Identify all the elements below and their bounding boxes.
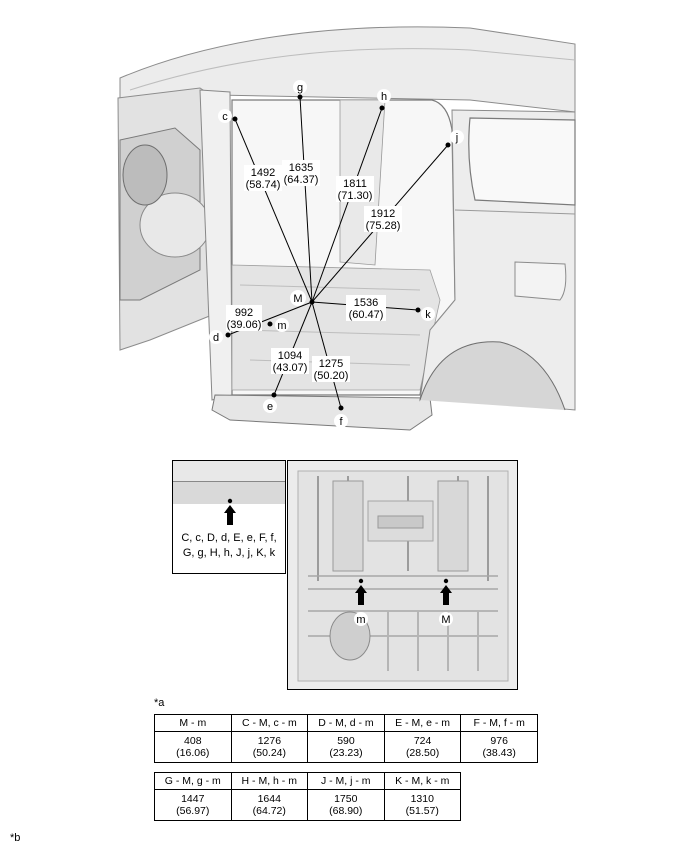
detail-caption-line1: C, c, D, d, E, e, F, f, (181, 532, 277, 544)
table-value-cell: 1276 (50.24) (231, 732, 308, 763)
table-value-cell: 1447 (56.97) (155, 790, 232, 821)
dim-h-mm: 1811 (343, 178, 367, 190)
table-value-cell: 1310 (51.57) (384, 790, 461, 821)
side-sill (212, 395, 432, 430)
dim-k-in: (60.47) (348, 309, 384, 321)
dim-e-in: (43.07) (272, 362, 308, 374)
floor-point-M (444, 579, 448, 583)
fuel-lid (515, 262, 566, 300)
table-header-row (155, 773, 461, 790)
dim-g-in: (64.37) (283, 174, 319, 186)
point-e (272, 393, 277, 398)
point-c (233, 117, 238, 122)
point-d (226, 333, 231, 338)
dimension-table-1 (154, 714, 538, 763)
point-M (310, 300, 315, 305)
detail-inset (172, 460, 286, 574)
label-c: c (222, 111, 228, 123)
label-d: d (212, 332, 220, 344)
table-value-cell: 1644 (64.72) (231, 790, 308, 821)
floor-label-m: m (356, 614, 366, 626)
table-header-cell: J - M, j - m (308, 773, 385, 790)
dim-e-mm: 1094 (277, 350, 303, 362)
table-header-cell: E - M, e - m (384, 715, 461, 732)
point-j (446, 143, 451, 148)
table-header-row (155, 715, 538, 732)
table-value-cell: 1750 (68.90) (308, 790, 385, 821)
table-value-row (155, 732, 538, 763)
floor-label-M: M (441, 614, 451, 626)
table-value-cell: 976 (38.43) (461, 732, 538, 763)
table-header-cell: G - M, g - m (155, 773, 232, 790)
label-f: f (339, 416, 343, 428)
detail-caption-line2: G, g, H, h, J, j, K, k (182, 547, 276, 559)
table-value-cell: 408 (16.06) (155, 732, 232, 763)
callout-a: *a (154, 697, 165, 709)
label-M: M (293, 293, 303, 305)
dim-g-mm: 1635 (288, 162, 314, 174)
detail-caption (173, 531, 285, 561)
floor-point-m (359, 579, 363, 583)
dim-j-in: (75.28) (365, 220, 401, 232)
table-header-cell: C - M, c - m (231, 715, 308, 732)
point-g (298, 95, 303, 100)
rear-quarter-window (469, 118, 575, 205)
dim-j-mm: 1912 (370, 208, 396, 220)
dim-k-mm: 1536 (353, 297, 379, 309)
table-value-row (155, 790, 461, 821)
point-f (339, 406, 344, 411)
table-header-cell: F - M, f - m (461, 715, 538, 732)
dim-h-in: (71.30) (337, 190, 373, 202)
label-m: m (277, 320, 287, 332)
dimension-table-2 (154, 772, 461, 821)
label-k: k (425, 309, 431, 321)
dim-d-in: (39.06) (226, 319, 262, 331)
point-m (268, 322, 273, 327)
table-value-cell: 590 (23.23) (308, 732, 385, 763)
dim-c-mm: 1492 (250, 167, 276, 179)
label-j: j (455, 132, 459, 144)
floor-plan-drawing (288, 461, 517, 689)
point-h (380, 106, 385, 111)
point-k (416, 308, 421, 313)
detail-arrow (173, 461, 285, 531)
table-value-cell: 724 (28.50) (384, 732, 461, 763)
table-header-cell: K - M, k - m (384, 773, 461, 790)
label-g: g (296, 82, 304, 94)
table-header-cell: H - M, h - m (231, 773, 308, 790)
label-e: e (266, 401, 274, 413)
table-header-cell: D - M, d - m (308, 715, 385, 732)
dim-d-mm: 992 (234, 307, 254, 319)
floor-plan-view (287, 460, 518, 690)
dim-f-mm: 1275 (318, 358, 344, 370)
callout-b: *b (10, 832, 21, 844)
table-header-cell: M - m (155, 715, 232, 732)
dim-c-in: (58.74) (245, 179, 281, 191)
label-h: h (380, 91, 388, 103)
dim-f-in: (50.20) (313, 370, 349, 382)
